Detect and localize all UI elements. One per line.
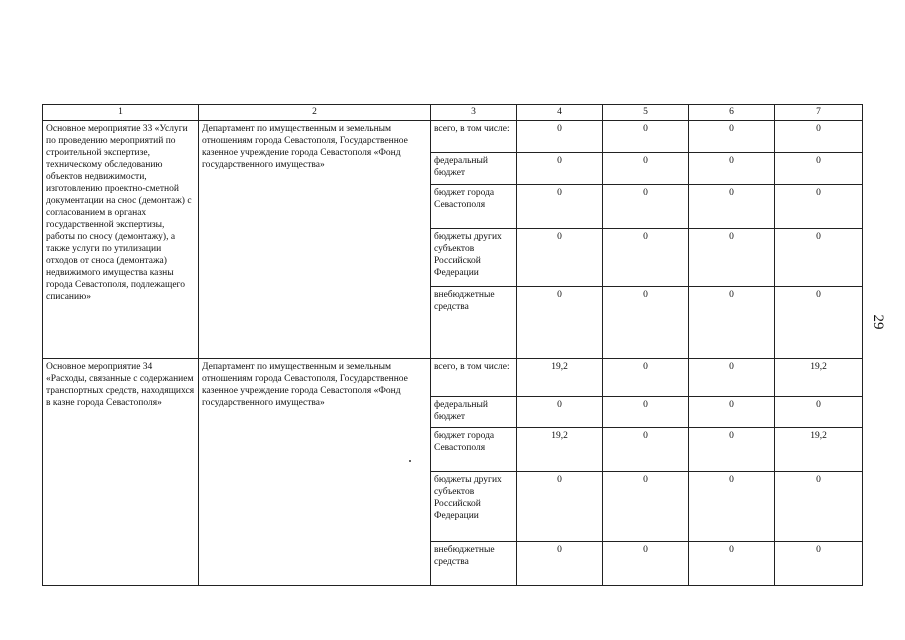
funding-source-cell: федеральный бюджет (431, 153, 517, 185)
value-cell: 0 (603, 542, 689, 586)
value-cell: 0 (517, 472, 603, 542)
value-cell: 0 (517, 542, 603, 586)
header-cell: 3 (431, 105, 517, 121)
value-cell: 0 (603, 153, 689, 185)
funding-source-cell: бюджет города Севастополя (431, 428, 517, 472)
header-cell: 7 (775, 105, 863, 121)
value-cell: 0 (517, 229, 603, 287)
organization-cell: Департамент по имущественным и земельным отношениям города Севастополя, Государственное казенное учреждение города Севастополя «Фонд государственного имущества» (199, 121, 431, 359)
budget-table (42, 104, 863, 586)
value-cell: 0 (775, 185, 863, 229)
header-cell: 6 (689, 105, 775, 121)
value-cell: 0 (517, 185, 603, 229)
value-cell: 0 (517, 121, 603, 153)
value-cell: 0 (603, 428, 689, 472)
header-row (43, 105, 863, 121)
event-description-cell: Основное мероприятие 33 «Услуги по проведению мероприятий по строительной экспертизе, техническому обследованию объектов недвижимости, изготовлению проектно-сметной документации на снос (демонтаж) с согласованием в органах государственной экспертизы, работы по сносу (демонтажу), а также услуги по утилизации отходов от сноса (демонтажа) недвижимого имущества казны города Севастополя, подлежащего списанию» (43, 121, 199, 359)
value-cell: 19,2 (775, 359, 863, 397)
value-cell: 19,2 (775, 428, 863, 472)
value-cell: 0 (603, 185, 689, 229)
header-cell: 4 (517, 105, 603, 121)
value-cell: 19,2 (517, 359, 603, 397)
value-cell: 0 (775, 472, 863, 542)
table-row (43, 121, 863, 153)
value-cell: 0 (775, 153, 863, 185)
value-cell: 0 (689, 121, 775, 153)
organization-cell: Департамент по имущественным и земельным отношениям города Севастополя, Государственное казенное учреждение города Севастополя «Фонд государственного имущества» (199, 359, 431, 586)
funding-source-cell: федеральный бюджет (431, 397, 517, 428)
scan-speck (409, 460, 411, 462)
value-cell: 0 (775, 542, 863, 586)
value-cell: 0 (775, 397, 863, 428)
value-cell: 0 (603, 359, 689, 397)
value-cell: 0 (775, 287, 863, 359)
funding-source-cell: всего, в том числе: (431, 121, 517, 153)
header-cell: 2 (199, 105, 431, 121)
value-cell: 19,2 (517, 428, 603, 472)
value-cell: 0 (603, 229, 689, 287)
value-cell: 0 (689, 185, 775, 229)
value-cell: 0 (689, 287, 775, 359)
header-cell: 5 (603, 105, 689, 121)
value-cell: 0 (689, 397, 775, 428)
value-cell: 0 (689, 153, 775, 185)
value-cell: 0 (603, 472, 689, 542)
value-cell: 0 (603, 397, 689, 428)
value-cell: 0 (775, 121, 863, 153)
funding-source-cell: бюджеты других субъектов Российской Федерации (431, 472, 517, 542)
value-cell: 0 (689, 428, 775, 472)
value-cell: 0 (517, 397, 603, 428)
value-cell: 0 (775, 229, 863, 287)
header-cell: 1 (43, 105, 199, 121)
value-cell: 0 (517, 153, 603, 185)
value-cell: 0 (689, 229, 775, 287)
funding-source-cell: внебюджетные средства (431, 287, 517, 359)
funding-source-cell: всего, в том числе: (431, 359, 517, 397)
value-cell: 0 (603, 121, 689, 153)
funding-source-cell: внебюджетные средства (431, 542, 517, 586)
table-row (43, 359, 863, 397)
value-cell: 0 (689, 542, 775, 586)
funding-source-cell: бюджеты других субъектов Российской Федерации (431, 229, 517, 287)
page-number: 29 (870, 314, 886, 330)
value-cell: 0 (603, 287, 689, 359)
event-description-cell: Основное мероприятие 34 «Расходы, связанные с содержанием транспортных средств, находящихся в казне города Севастополя» (43, 359, 199, 586)
value-cell: 0 (689, 359, 775, 397)
value-cell: 0 (689, 472, 775, 542)
funding-source-cell: бюджет города Севастополя (431, 185, 517, 229)
value-cell: 0 (517, 287, 603, 359)
